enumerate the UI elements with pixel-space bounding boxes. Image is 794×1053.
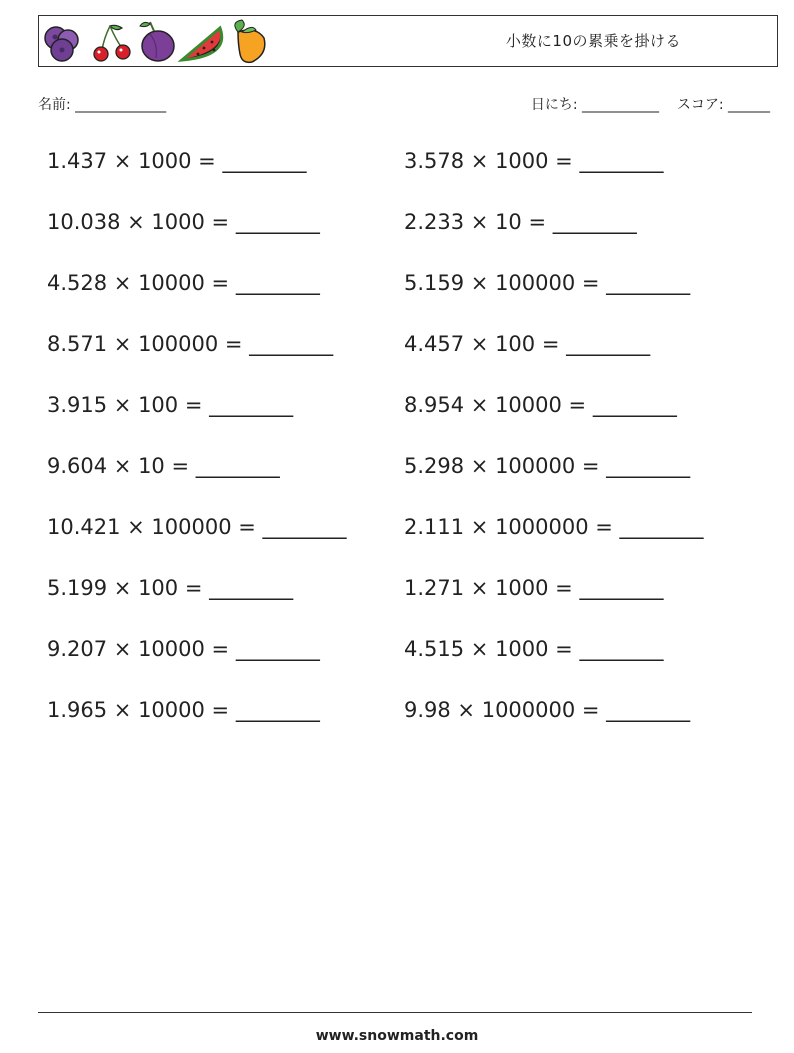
problem-9: 3.915 × 100 = ________ [47, 393, 294, 417]
problem-7: 8.571 × 100000 = ________ [47, 332, 334, 356]
fruit-icons [42, 18, 272, 64]
plum-icon [140, 22, 174, 61]
mango-icon [235, 20, 265, 62]
name-field-label: 名前: _____________ [38, 97, 167, 113]
problem-3: 10.038 × 1000 = ________ [47, 210, 320, 234]
problem-8: 4.457 × 100 = ________ [404, 332, 651, 356]
problem-10: 8.954 × 10000 = ________ [404, 393, 677, 417]
problem-11: 9.604 × 10 = ________ [47, 454, 280, 478]
problem-18: 4.515 × 1000 = ________ [404, 637, 664, 661]
score-field-label: スコア: ______ [676, 97, 770, 113]
footer-website[interactable]: www.snowmath.com [315, 1028, 479, 1044]
footer-divider [38, 1012, 752, 1013]
problem-2: 3.578 × 1000 = ________ [404, 149, 664, 173]
header-box [38, 15, 778, 67]
problem-12: 5.298 × 100000 = ________ [404, 454, 691, 478]
problem-5: 4.528 × 10000 = ________ [47, 271, 320, 295]
problem-20: 9.98 × 1000000 = ________ [404, 698, 691, 722]
problem-14: 2.111 × 1000000 = ________ [404, 515, 704, 539]
problem-13: 10.421 × 100000 = ________ [47, 515, 347, 539]
problem-6: 5.159 × 100000 = ________ [404, 271, 691, 295]
problem-16: 1.271 × 1000 = ________ [404, 576, 664, 600]
problem-4: 2.233 × 10 = ________ [404, 210, 637, 234]
watermelon-slice-icon [182, 28, 222, 60]
problem-15: 5.199 × 100 = ________ [47, 576, 294, 600]
worksheet-title: 小数に10の累乗を掛ける [505, 32, 681, 50]
meta-right [531, 94, 770, 114]
blueberries-icon [45, 27, 78, 61]
problem-17: 9.207 × 10000 = ________ [47, 637, 320, 661]
date-field-label: 日にち: ___________ [530, 97, 660, 113]
problem-1: 1.437 × 1000 = ________ [47, 149, 307, 173]
cherries-icon [94, 25, 130, 61]
problem-19: 1.965 × 10000 = ________ [47, 698, 320, 722]
